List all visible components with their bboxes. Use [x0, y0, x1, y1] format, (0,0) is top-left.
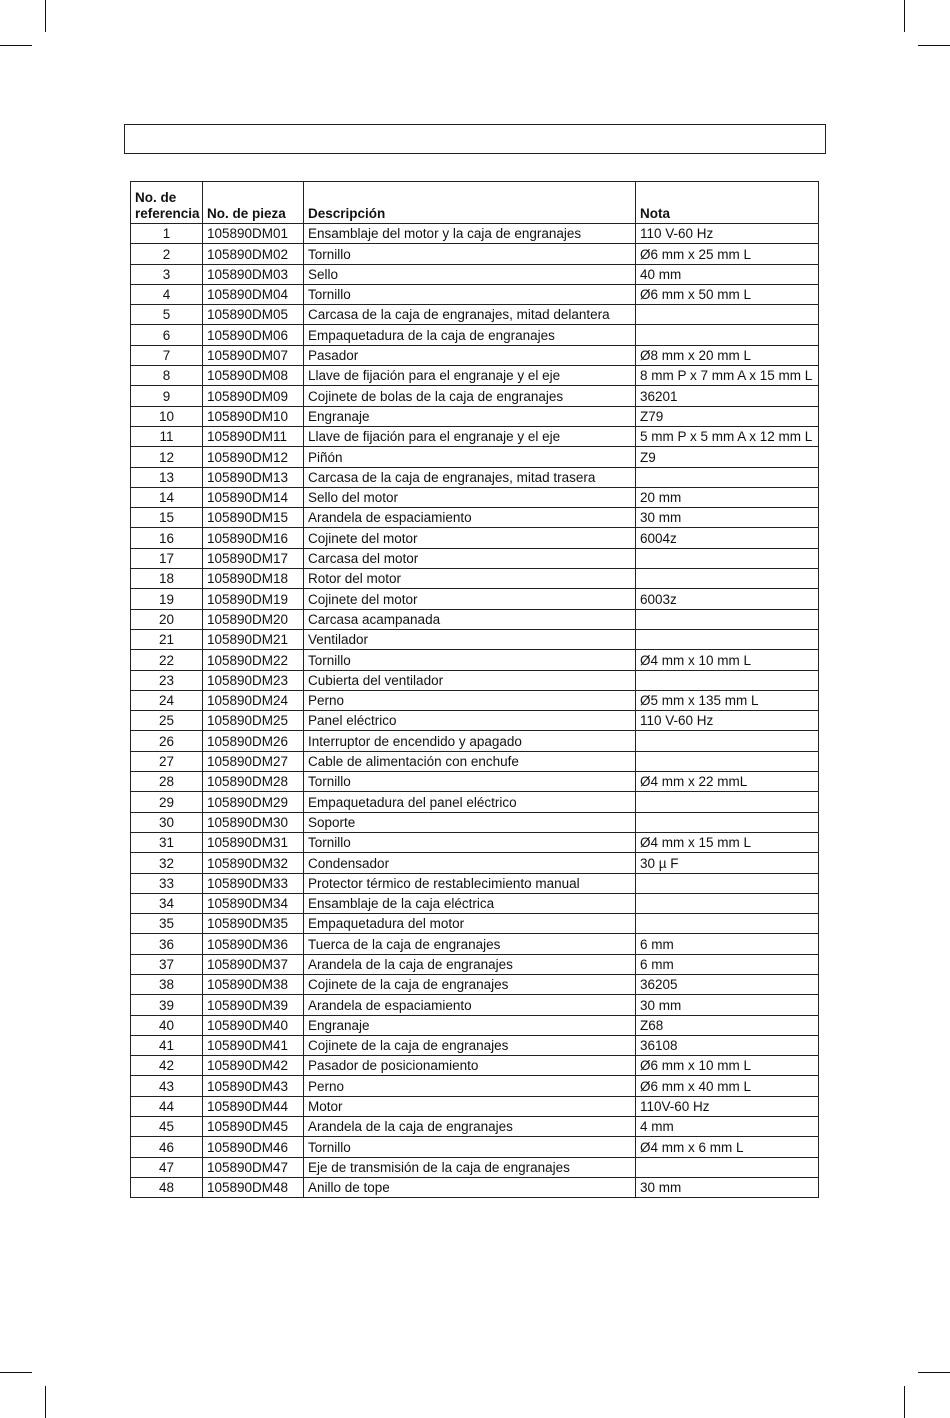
note-cell [636, 812, 819, 832]
crop-mark [0, 1372, 32, 1373]
note-cell: Ø5 mm x 135 mm L [636, 690, 819, 710]
part-number-cell: 105890DM39 [203, 995, 304, 1015]
ref-cell: 15 [131, 508, 203, 528]
note-cell: Ø4 mm x 6 mm L [636, 1137, 819, 1157]
table-row [131, 467, 819, 487]
note-cell: 30 mm [636, 508, 819, 528]
note-cell [636, 751, 819, 771]
table-row [131, 487, 819, 507]
table-row [131, 1035, 819, 1055]
table-row [131, 1096, 819, 1116]
note-cell [636, 609, 819, 629]
table-row [131, 792, 819, 812]
ref-cell: 26 [131, 731, 203, 751]
description-cell: Arandela de la caja de engranajes [304, 954, 636, 974]
note-cell: Ø4 mm x 10 mm L [636, 650, 819, 670]
ref-cell: 36 [131, 934, 203, 954]
part-number-cell: 105890DM23 [203, 670, 304, 690]
part-number-cell: 105890DM17 [203, 548, 304, 568]
ref-cell: 24 [131, 690, 203, 710]
description-cell: Carcasa acampanada [304, 609, 636, 629]
table-row [131, 325, 819, 345]
part-number-cell: 105890DM03 [203, 264, 304, 284]
description-cell: Cojinete de la caja de engranajes [304, 1035, 636, 1055]
note-cell: 6 mm [636, 954, 819, 974]
table-row [131, 528, 819, 548]
part-number-cell: 105890DM42 [203, 1056, 304, 1076]
note-cell: 110V-60 Hz [636, 1096, 819, 1116]
part-number-cell: 105890DM18 [203, 569, 304, 589]
ref-cell: 9 [131, 386, 203, 406]
ref-cell: 13 [131, 467, 203, 487]
part-number-cell: 105890DM31 [203, 832, 304, 852]
table-row [131, 812, 819, 832]
part-number-cell: 105890DM08 [203, 366, 304, 386]
header-note: Nota [636, 182, 819, 224]
table-row [131, 609, 819, 629]
note-cell: 36205 [636, 974, 819, 994]
description-cell: Engranaje [304, 406, 636, 426]
table-row [131, 548, 819, 568]
description-cell: Engranaje [304, 1015, 636, 1035]
table-row [131, 670, 819, 690]
description-cell: Llave de fijación para el engranaje y el eje [304, 366, 636, 386]
note-cell: Ø8 mm x 20 mm L [636, 345, 819, 365]
note-cell: 6003z [636, 589, 819, 609]
description-cell: Sello del motor [304, 487, 636, 507]
ref-cell: 21 [131, 629, 203, 649]
description-cell: Tornillo [304, 832, 636, 852]
note-cell [636, 731, 819, 751]
part-number-cell: 105890DM38 [203, 974, 304, 994]
table-row [131, 569, 819, 589]
ref-cell: 35 [131, 914, 203, 934]
note-cell: Ø4 mm x 15 mm L [636, 832, 819, 852]
note-cell: Z68 [636, 1015, 819, 1035]
table-row [131, 711, 819, 731]
description-cell: Soporte [304, 812, 636, 832]
ref-cell: 45 [131, 1117, 203, 1137]
table-row [131, 426, 819, 446]
crop-mark [918, 45, 950, 46]
note-cell: Ø6 mm x 50 mm L [636, 284, 819, 304]
crop-mark [904, 0, 905, 32]
part-number-cell: 105890DM16 [203, 528, 304, 548]
description-cell: Tornillo [304, 284, 636, 304]
ref-cell: 30 [131, 812, 203, 832]
part-number-cell: 105890DM09 [203, 386, 304, 406]
description-cell: Motor [304, 1096, 636, 1116]
description-cell: Pasador [304, 345, 636, 365]
description-cell: Arandela de la caja de engranajes [304, 1117, 636, 1137]
crop-mark [45, 1386, 46, 1418]
table-row [131, 264, 819, 284]
part-number-cell: 105890DM48 [203, 1177, 304, 1197]
description-cell: Eje de transmisión de la caja de engranajes [304, 1157, 636, 1177]
ref-cell: 11 [131, 426, 203, 446]
part-number-cell: 105890DM46 [203, 1137, 304, 1157]
description-cell: Arandela de espaciamiento [304, 508, 636, 528]
ref-cell: 23 [131, 670, 203, 690]
ref-cell: 27 [131, 751, 203, 771]
crop-mark [904, 1386, 905, 1418]
part-number-cell: 105890DM29 [203, 792, 304, 812]
ref-cell: 14 [131, 487, 203, 507]
table-row [131, 1015, 819, 1035]
description-cell: Anillo de tope [304, 1177, 636, 1197]
part-number-cell: 105890DM37 [203, 954, 304, 974]
ref-cell: 46 [131, 1137, 203, 1157]
part-number-cell: 105890DM43 [203, 1076, 304, 1096]
description-cell: Interruptor de encendido y apagado [304, 731, 636, 751]
ref-cell: 4 [131, 284, 203, 304]
part-number-cell: 105890DM22 [203, 650, 304, 670]
note-cell [636, 914, 819, 934]
part-number-cell: 105890DM10 [203, 406, 304, 426]
table-row [131, 1117, 819, 1137]
ref-cell: 12 [131, 447, 203, 467]
part-number-cell: 105890DM41 [203, 1035, 304, 1055]
note-cell: 110 V-60 Hz [636, 711, 819, 731]
description-cell: Empaquetadura de la caja de engranajes [304, 325, 636, 345]
ref-cell: 31 [131, 832, 203, 852]
table-row [131, 731, 819, 751]
part-number-cell: 105890DM04 [203, 284, 304, 304]
table-row [131, 447, 819, 467]
note-cell: 30 µ F [636, 853, 819, 873]
ref-cell: 37 [131, 954, 203, 974]
part-number-cell: 105890DM24 [203, 690, 304, 710]
title-box [124, 124, 826, 154]
table-row [131, 1177, 819, 1197]
parts-table [130, 181, 819, 1198]
ref-cell: 8 [131, 366, 203, 386]
table-row [131, 995, 819, 1015]
note-cell: 5 mm P x 5 mm A x 12 mm L [636, 426, 819, 446]
part-number-cell: 105890DM19 [203, 589, 304, 609]
part-number-cell: 105890DM01 [203, 224, 304, 244]
ref-cell: 38 [131, 974, 203, 994]
description-cell: Cojinete de la caja de engranajes [304, 974, 636, 994]
table-row [131, 508, 819, 528]
description-cell: Perno [304, 690, 636, 710]
ref-cell: 17 [131, 548, 203, 568]
description-cell: Panel eléctrico [304, 711, 636, 731]
part-number-cell: 105890DM32 [203, 853, 304, 873]
ref-cell: 18 [131, 569, 203, 589]
description-cell: Ensamblaje de la caja eléctrica [304, 893, 636, 913]
description-cell: Cojinete del motor [304, 528, 636, 548]
description-cell: Sello [304, 264, 636, 284]
note-cell: 6 mm [636, 934, 819, 954]
note-cell [636, 792, 819, 812]
description-cell: Protector térmico de restablecimiento manual [304, 873, 636, 893]
table-row [131, 954, 819, 974]
description-cell: Carcasa de la caja de engranajes, mitad delantera [304, 305, 636, 325]
table-row [131, 751, 819, 771]
ref-cell: 29 [131, 792, 203, 812]
part-number-cell: 105890DM11 [203, 426, 304, 446]
note-cell: Ø4 mm x 22 mmL [636, 772, 819, 792]
description-cell: Ensamblaje del motor y la caja de engranajes [304, 224, 636, 244]
part-number-cell: 105890DM20 [203, 609, 304, 629]
ref-cell: 32 [131, 853, 203, 873]
ref-cell: 42 [131, 1056, 203, 1076]
note-cell: Ø6 mm x 25 mm L [636, 244, 819, 264]
note-cell: 8 mm P x 7 mm A x 15 mm L [636, 366, 819, 386]
note-cell [636, 548, 819, 568]
note-cell: Z79 [636, 406, 819, 426]
table-row [131, 386, 819, 406]
description-cell: Tornillo [304, 650, 636, 670]
note-cell: 6004z [636, 528, 819, 548]
note-cell: 30 mm [636, 995, 819, 1015]
ref-cell: 5 [131, 305, 203, 325]
table-row [131, 914, 819, 934]
crop-mark [918, 1372, 950, 1373]
note-cell: Ø6 mm x 10 mm L [636, 1056, 819, 1076]
description-cell: Cojinete del motor [304, 589, 636, 609]
part-number-cell: 105890DM15 [203, 508, 304, 528]
note-cell: 30 mm [636, 1177, 819, 1197]
note-cell: 4 mm [636, 1117, 819, 1137]
description-cell: Tornillo [304, 772, 636, 792]
part-number-cell: 105890DM44 [203, 1096, 304, 1116]
table-row [131, 690, 819, 710]
table-row [131, 934, 819, 954]
description-cell: Condensador [304, 853, 636, 873]
description-cell: Arandela de espaciamiento [304, 995, 636, 1015]
table-row [131, 224, 819, 244]
note-cell [636, 629, 819, 649]
part-number-cell: 105890DM45 [203, 1117, 304, 1137]
ref-cell: 44 [131, 1096, 203, 1116]
header-description: Descripción [304, 182, 636, 224]
table-row [131, 853, 819, 873]
ref-cell: 41 [131, 1035, 203, 1055]
part-number-cell: 105890DM35 [203, 914, 304, 934]
note-cell: 40 mm [636, 264, 819, 284]
ref-cell: 40 [131, 1015, 203, 1035]
ref-cell: 1 [131, 224, 203, 244]
description-cell: Cojinete de bolas de la caja de engranajes [304, 386, 636, 406]
description-cell: Tuerca de la caja de engranajes [304, 934, 636, 954]
description-cell: Carcasa del motor [304, 548, 636, 568]
ref-cell: 16 [131, 528, 203, 548]
description-cell: Tornillo [304, 244, 636, 264]
table-row [131, 1157, 819, 1177]
table-row [131, 345, 819, 365]
table-row [131, 284, 819, 304]
part-number-cell: 105890DM27 [203, 751, 304, 771]
crop-mark [45, 0, 46, 32]
note-cell [636, 305, 819, 325]
description-cell: Tornillo [304, 1137, 636, 1157]
part-number-cell: 105890DM25 [203, 711, 304, 731]
table-row [131, 832, 819, 852]
table-row [131, 589, 819, 609]
table-row [131, 406, 819, 426]
note-cell: 20 mm [636, 487, 819, 507]
ref-cell: 33 [131, 873, 203, 893]
part-number-cell: 105890DM21 [203, 629, 304, 649]
description-cell: Llave de fijación para el engranaje y el eje [304, 426, 636, 446]
note-cell: 36108 [636, 1035, 819, 1055]
table-row [131, 1056, 819, 1076]
part-number-cell: 105890DM40 [203, 1015, 304, 1035]
ref-cell: 10 [131, 406, 203, 426]
description-cell: Cubierta del ventilador [304, 670, 636, 690]
ref-cell: 48 [131, 1177, 203, 1197]
table-row [131, 366, 819, 386]
table-row [131, 772, 819, 792]
table-row [131, 974, 819, 994]
ref-cell: 2 [131, 244, 203, 264]
ref-cell: 47 [131, 1157, 203, 1177]
part-number-cell: 105890DM13 [203, 467, 304, 487]
note-cell [636, 873, 819, 893]
part-number-cell: 105890DM12 [203, 447, 304, 467]
ref-cell: 22 [131, 650, 203, 670]
part-number-cell: 105890DM07 [203, 345, 304, 365]
table-row [131, 1137, 819, 1157]
part-number-cell: 105890DM34 [203, 893, 304, 913]
note-cell [636, 569, 819, 589]
table-row [131, 873, 819, 893]
ref-cell: 20 [131, 609, 203, 629]
ref-cell: 25 [131, 711, 203, 731]
ref-cell: 28 [131, 772, 203, 792]
description-cell: Empaquetadura del panel eléctrico [304, 792, 636, 812]
note-cell: 110 V-60 Hz [636, 224, 819, 244]
note-cell: Ø6 mm x 40 mm L [636, 1076, 819, 1096]
part-number-cell: 105890DM33 [203, 873, 304, 893]
table-row [131, 244, 819, 264]
part-number-cell: 105890DM28 [203, 772, 304, 792]
description-cell: Piñón [304, 447, 636, 467]
part-number-cell: 105890DM14 [203, 487, 304, 507]
crop-mark [0, 45, 32, 46]
description-cell: Cable de alimentación con enchufe [304, 751, 636, 771]
part-number-cell: 105890DM06 [203, 325, 304, 345]
ref-cell: 6 [131, 325, 203, 345]
description-cell: Perno [304, 1076, 636, 1096]
table-header-row [131, 182, 819, 224]
description-cell: Empaquetadura del motor [304, 914, 636, 934]
table-row [131, 650, 819, 670]
part-number-cell: 105890DM05 [203, 305, 304, 325]
ref-cell: 19 [131, 589, 203, 609]
note-cell [636, 670, 819, 690]
header-reference-number: No. de referencia [131, 182, 203, 224]
part-number-cell: 105890DM02 [203, 244, 304, 264]
ref-cell: 39 [131, 995, 203, 1015]
ref-cell: 43 [131, 1076, 203, 1096]
note-cell: 36201 [636, 386, 819, 406]
description-cell: Pasador de posicionamiento [304, 1056, 636, 1076]
part-number-cell: 105890DM36 [203, 934, 304, 954]
ref-cell: 3 [131, 264, 203, 284]
part-number-cell: 105890DM30 [203, 812, 304, 832]
part-number-cell: 105890DM26 [203, 731, 304, 751]
ref-cell: 7 [131, 345, 203, 365]
table-row [131, 305, 819, 325]
table-row [131, 1076, 819, 1096]
table-row [131, 893, 819, 913]
note-cell [636, 467, 819, 487]
note-cell [636, 893, 819, 913]
description-cell: Carcasa de la caja de engranajes, mitad trasera [304, 467, 636, 487]
part-number-cell: 105890DM47 [203, 1157, 304, 1177]
description-cell: Rotor del motor [304, 569, 636, 589]
ref-cell: 34 [131, 893, 203, 913]
table-row [131, 629, 819, 649]
note-cell: Z9 [636, 447, 819, 467]
description-cell: Ventilador [304, 629, 636, 649]
note-cell [636, 325, 819, 345]
note-cell [636, 1157, 819, 1177]
header-part-number: No. de pieza [203, 182, 304, 224]
